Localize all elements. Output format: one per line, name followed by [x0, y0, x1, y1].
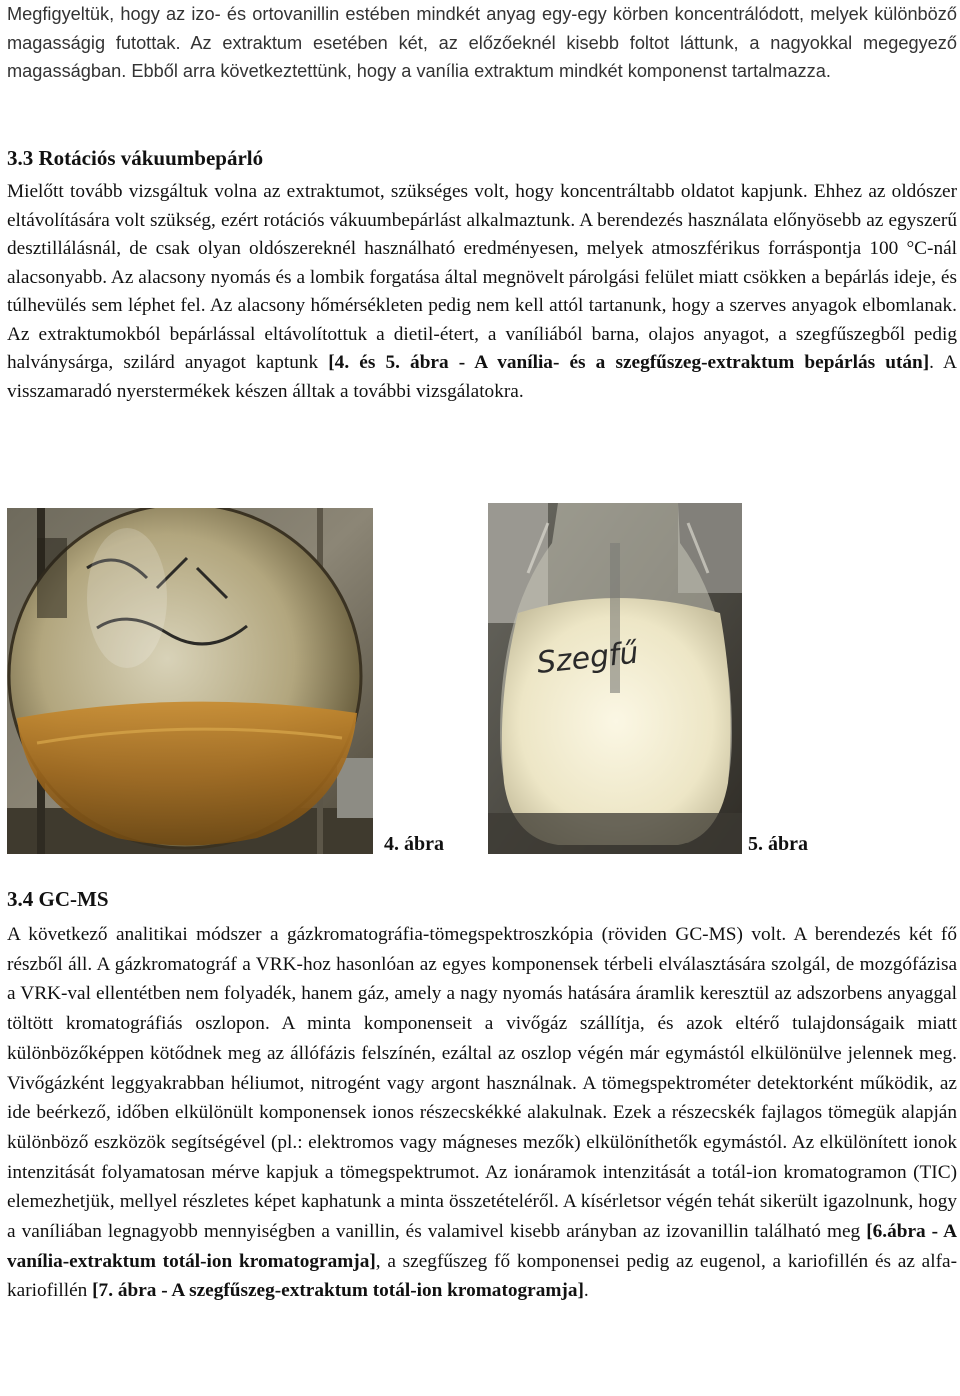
figure-4-caption: 4. ábra [384, 833, 444, 855]
intro-paragraph [7, 0, 957, 86]
section-3-4-paragraph [7, 920, 957, 1306]
section-3-4-text-end: . [583, 1280, 589, 1302]
section-3-3-paragraph [7, 178, 957, 406]
section-heading-3-3: 3.3 Rotációs vákuumbepárló [7, 146, 264, 170]
round-flask-brown-residue-image [7, 508, 373, 854]
section-heading-3-4: 3.4 GC-MS [7, 887, 109, 911]
figure-5-photo [488, 503, 742, 854]
figure-5-caption: 5. ábra [748, 833, 808, 855]
section-3-4-text: A következő analitikai módszer a gázkromatográfia-tömegspektroszkópia (röviden GC-MS) volt. A berendezés két fő részből áll. A gázkromatográf a VRK-hoz hasonlóan az egyes komponensek térbeli elválasztására szolgál, de mozgófázisa a VRK-val ellentétben nem folyadék, hanem gáz, amely a nagy nyomás hatására áramlik keresztül az adszorbens anyaggal töltött kromatográfiás oszlopon. A minta komponenseit a vivőgáz szállítja, és azok eltérő tulajdonságaik miatt különbözőképpen kötődnek meg az állófázis felszínén, ezáltal az oszlop végén már egymástól elkülönülve jelennek meg. Vivőgázként leggyakrabban héliumot, nitrogént vagy argont használnak. A tömegspektrométer detektorként működik, az ide beérkező, időben elkülönült komponensek ionos részecskékké alakulnak. Ezek a részecskék fajlagos tömegük alapján különböző eszközök segítségével (pl.: elektromos vagy mágneses mezők) elkülöníthetők egymástól. Az elkülönített ionok intenzitását folyamatosan mérve kapjuk a tömegspektrumot. Az ionáramok intenzitását a totál-ion kromatogramon (TIC) elemezhetjük, mellyel részletes képet kaphatunk a minta összetételéről. A kísérletsor végén tehát sikerült igazolnunk, hogy a vaníliában legnagyobb mennyiségben a vanillin, és valamivel kisebb arányban az izovanillin található meg [7, 924, 957, 1243]
figure-reference-6: [6.ábra - A vanília-extraktum totál-ion kromatogramja] [7, 1221, 957, 1272]
section-3-3-text: Mielőtt tovább vizsgáltuk volna az extraktumot, szükséges volt, hogy koncentráltabb oldatot kapjunk. Ehhez az oldószer eltávolítására volt szükség, ezért rotációs vákuumbepárlást alkalmaztunk. A berendezés használata előnyösebb az egyszerű desztillálásnál, de csak olyan oldószereknél használható eredményesen, melyek atmoszférikus forráspontja 100 °C-nál alacsonyabb. Az alacsony nyomás és a lombik forgatása által megnövelt párolgási felület miatt csökken a bepárlás ideje, és túlhevülés sem léphet fel. Az alacsony hőmérsékleten pedig nem kell attól tartanunk, hogy a szerves anyagok elbomlanak. Az extraktumokból bepárlással eltávolítottuk a dietil-étert, a vaníliából barna, olajos anyagot, a szegfűszegből pedig halványsárga, szilárd anyagot kaptunk [7, 181, 957, 373]
erlenmeyer-flask-cream-solid-image [488, 503, 742, 854]
flask-handwritten-label: Szegfű [535, 635, 641, 681]
figure-reference-7: [7. ábra - A szegfűszeg-extraktum totál-ion kromatogramja] [92, 1280, 584, 1302]
intro-text: Megfigyeltük, hogy az izo- és ortovanillin estében mindkét anyag egy-egy körben koncentrálódott, melyek különböző magasságig futottak. Az extraktum esetében két, az előzőeknél kisebb foltot láttunk, a nagyokkal megegyező magasságban. Ebből arra következtettünk, hogy a vanília extraktum mindkét komponenst tartalmazza. [7, 4, 957, 81]
figure-4-photo [7, 508, 373, 854]
section-3-4-text-middle: , a szegfűszeg fő komponensei pedig az eugenol, a kariofillén és az alfa-kariofillén [7, 1250, 957, 1302]
section-3-3-text-end: . A visszamaradó nyerstermékek készen álltak a további vizsgálatokra. [7, 352, 957, 402]
figure-reference-4-5: [4. és 5. ábra - A vanília- és a szegfűszeg-extraktum bepárlás után] [328, 352, 930, 373]
